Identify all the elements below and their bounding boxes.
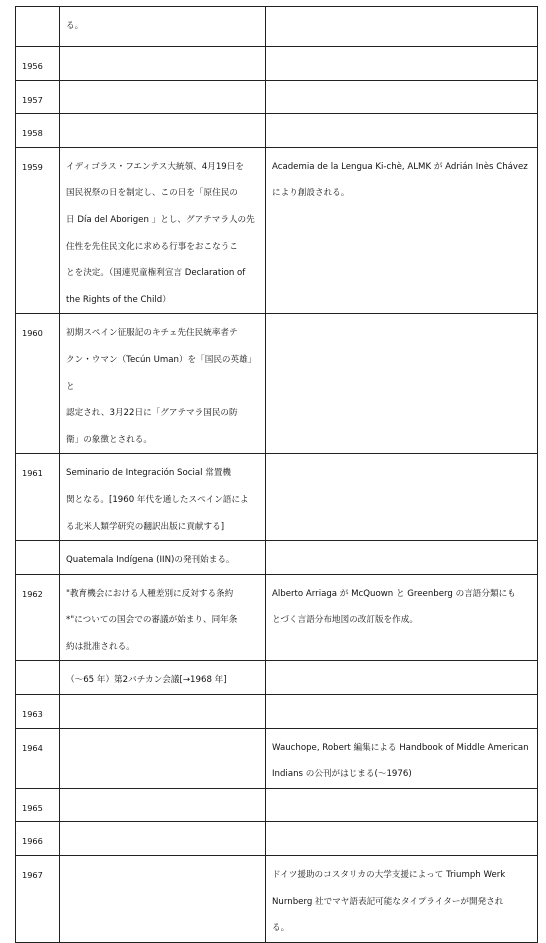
table-row [16,47,538,81]
other-cell [266,788,538,822]
event-cell: Seminario de Integración Social 常置機 関となる。[1960 年代を通したスペイン語によ る北米人類学研究の翻訳出版に貢献する] [60,454,266,541]
year-cell: 1958 [16,114,60,148]
event-cell: 初期スペイン征服記のキチェ先住民統率者テ クン・ウマン（Tecún Uman）を「国民の英雄」と 認定され、3月22日に「グアテマラ国民の防 衛」の象徴とされる。 [60,314,266,454]
other-cell [266,822,538,856]
event-cell: （〜65 年）第2バチカン会議[→1968 年] [60,661,266,695]
event-cell [60,80,266,114]
event-cell: る。 [60,7,266,47]
year-cell: 1966 [16,822,60,856]
event-cell [60,695,266,729]
table-row [16,856,538,943]
year-cell: 1957 [16,80,60,114]
other-cell [266,541,538,575]
table-row [16,114,538,148]
table-row [16,695,538,729]
year-cell: 1964 [16,728,60,788]
event-cell [60,47,266,81]
event-cell [60,856,266,943]
year-cell: 1961 [16,454,60,541]
table-row [16,661,538,695]
year-cell: 1967 [16,856,60,943]
event-cell [60,114,266,148]
year-cell: 1959 [16,147,60,314]
table-row [16,822,538,856]
other-cell [266,7,538,47]
other-cell [266,454,538,541]
event-cell: Quatemala Indígena (IIN)の発刊始まる。 [60,541,266,575]
table-row [16,80,538,114]
other-cell: ドイツ援助のコスタリカの大学支援によって Triumph Werk Nurnberg 社でマヤ語表記可能なタイプライターが開発され る。 [266,856,538,943]
table-row [16,574,538,661]
year-cell: 1963 [16,695,60,729]
table-row [16,788,538,822]
other-cell [266,114,538,148]
chronology-table [15,6,538,943]
event-cell: イディゴラス・フエンテス大統領、4月19日を 国民祝祭の日を制定し、この日を「原住民の 日 Día del Aborigen 」とし、グアテマラ人の先 住性を先住民文化に求める行事をおこなうこ とを決定。（国連児童権利宣言 Declaration of the Rights of the Child） [60,147,266,314]
year-cell [16,661,60,695]
year-cell: 1962 [16,574,60,661]
other-cell [266,80,538,114]
table-row [16,314,538,454]
other-cell [266,695,538,729]
other-cell [266,47,538,81]
table-row [16,728,538,788]
table-row [16,7,538,47]
table-row [16,147,538,314]
table-row [16,541,538,575]
year-cell [16,541,60,575]
other-cell: Academia de la Lengua Ki-chè, ALMK が Adrián Inès Chávez により創設される。 [266,147,538,314]
event-cell [60,822,266,856]
event-cell [60,728,266,788]
other-cell [266,314,538,454]
other-cell: Wauchope, Robert 編集による Handbook of Middle American Indians の公刊がはじまる(〜1976) [266,728,538,788]
year-cell [16,7,60,47]
event-cell [60,788,266,822]
event-cell: "教育機会における人種差別に反対する条約 *"についての国会での審議が始まり、同年条 約は批准される。 [60,574,266,661]
year-cell: 1956 [16,47,60,81]
year-cell: 1965 [16,788,60,822]
table-row [16,454,538,541]
other-cell [266,661,538,695]
other-cell: Alberto Arriaga が McQuown と Greenberg の言語分類にも とづく言語分布地図の改訂版を作成。 [266,574,538,661]
year-cell: 1960 [16,314,60,454]
